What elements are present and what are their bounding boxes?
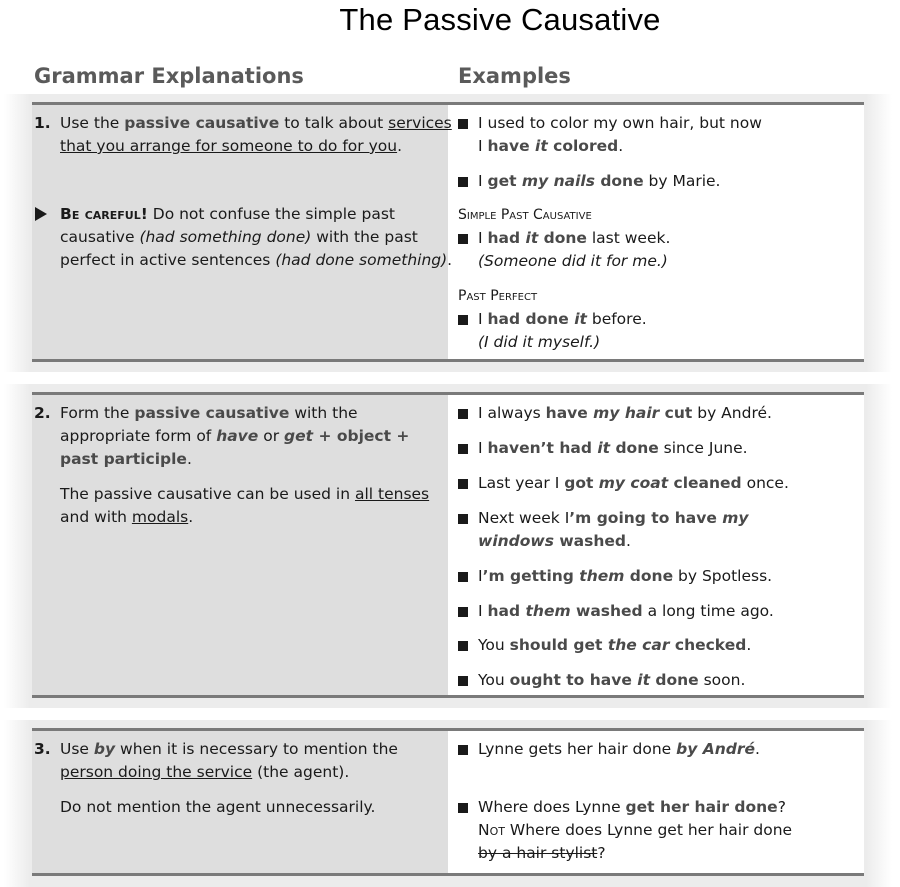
bullet-icon xyxy=(458,803,468,813)
rule-bottom xyxy=(32,695,864,698)
example: You should get the car checked. xyxy=(478,636,752,654)
bullet-icon xyxy=(458,119,468,129)
example: You ought to have it done soon. xyxy=(478,671,746,689)
example: I had it done last week. (Someone did it for me.) xyxy=(478,229,671,270)
section-3 xyxy=(4,720,892,887)
label-simple-past-causative: Simple Past Causative xyxy=(458,207,592,223)
bullet-icon xyxy=(458,745,468,755)
example: Where does Lynne get her hair done? Not Where does Lynne get her hair done by a hair stylist? xyxy=(478,798,793,862)
item-number: 2. xyxy=(34,404,51,422)
bullet-icon xyxy=(458,641,468,651)
section-1 xyxy=(4,94,892,372)
explanation-text: Do not mention the agent unnecessarily. xyxy=(60,798,376,816)
example: Lynne gets her hair done by André. xyxy=(478,740,760,758)
bullet-icon xyxy=(458,676,468,686)
example: Last year I got my coat cleaned once. xyxy=(478,474,789,492)
example: I used to color my own hair, but now I have it colored. xyxy=(478,114,762,155)
explanation-text: The passive causative can be used in all tenses and with modals. xyxy=(60,485,430,526)
example: I get my nails done by Marie. xyxy=(478,172,721,190)
bullet-icon xyxy=(458,409,468,419)
example: I always have my hair cut by André. xyxy=(478,404,772,422)
section-2 xyxy=(4,384,892,708)
explanation-text: Form the passive causative with the appropriate form of have or get + object + past participle. xyxy=(60,404,410,468)
header-examples: Examples xyxy=(458,64,571,88)
example: I had done it before. (I did it myself.) xyxy=(478,310,647,351)
arrow-icon xyxy=(35,207,47,221)
bullet-icon xyxy=(458,444,468,454)
bullet-icon xyxy=(458,479,468,489)
example: I haven’t had it done since June. xyxy=(478,439,748,457)
rule-bottom xyxy=(32,873,864,876)
rule-bottom xyxy=(32,359,864,362)
bullet-icon xyxy=(458,234,468,244)
bullet-icon xyxy=(458,514,468,524)
item-number: 3. xyxy=(34,740,51,758)
careful-note: Be careful! Do not confuse the simple past causative (had something done) with the past perfect in active sentences (had done something). xyxy=(60,205,453,269)
bullet-icon xyxy=(458,315,468,325)
bullet-icon xyxy=(458,177,468,187)
explanation-text: Use the passive causative to talk about services that you arrange for someone to do for you. xyxy=(60,114,452,155)
item-number: 1. xyxy=(34,114,51,132)
page-title: The Passive Causative xyxy=(339,2,661,37)
example: Next week I’m going to have my windows washed. xyxy=(478,509,749,550)
explanation-text: Use by when it is necessary to mention the person doing the service (the agent). xyxy=(60,740,398,781)
bullet-icon xyxy=(458,572,468,582)
header-grammar-explanations: Grammar Explanations xyxy=(34,64,304,88)
example: I had them washed a long time ago. xyxy=(478,602,774,620)
label-past-perfect: Past Perfect xyxy=(458,288,538,304)
bullet-icon xyxy=(458,607,468,617)
example: I’m getting them done by Spotless. xyxy=(478,567,773,585)
